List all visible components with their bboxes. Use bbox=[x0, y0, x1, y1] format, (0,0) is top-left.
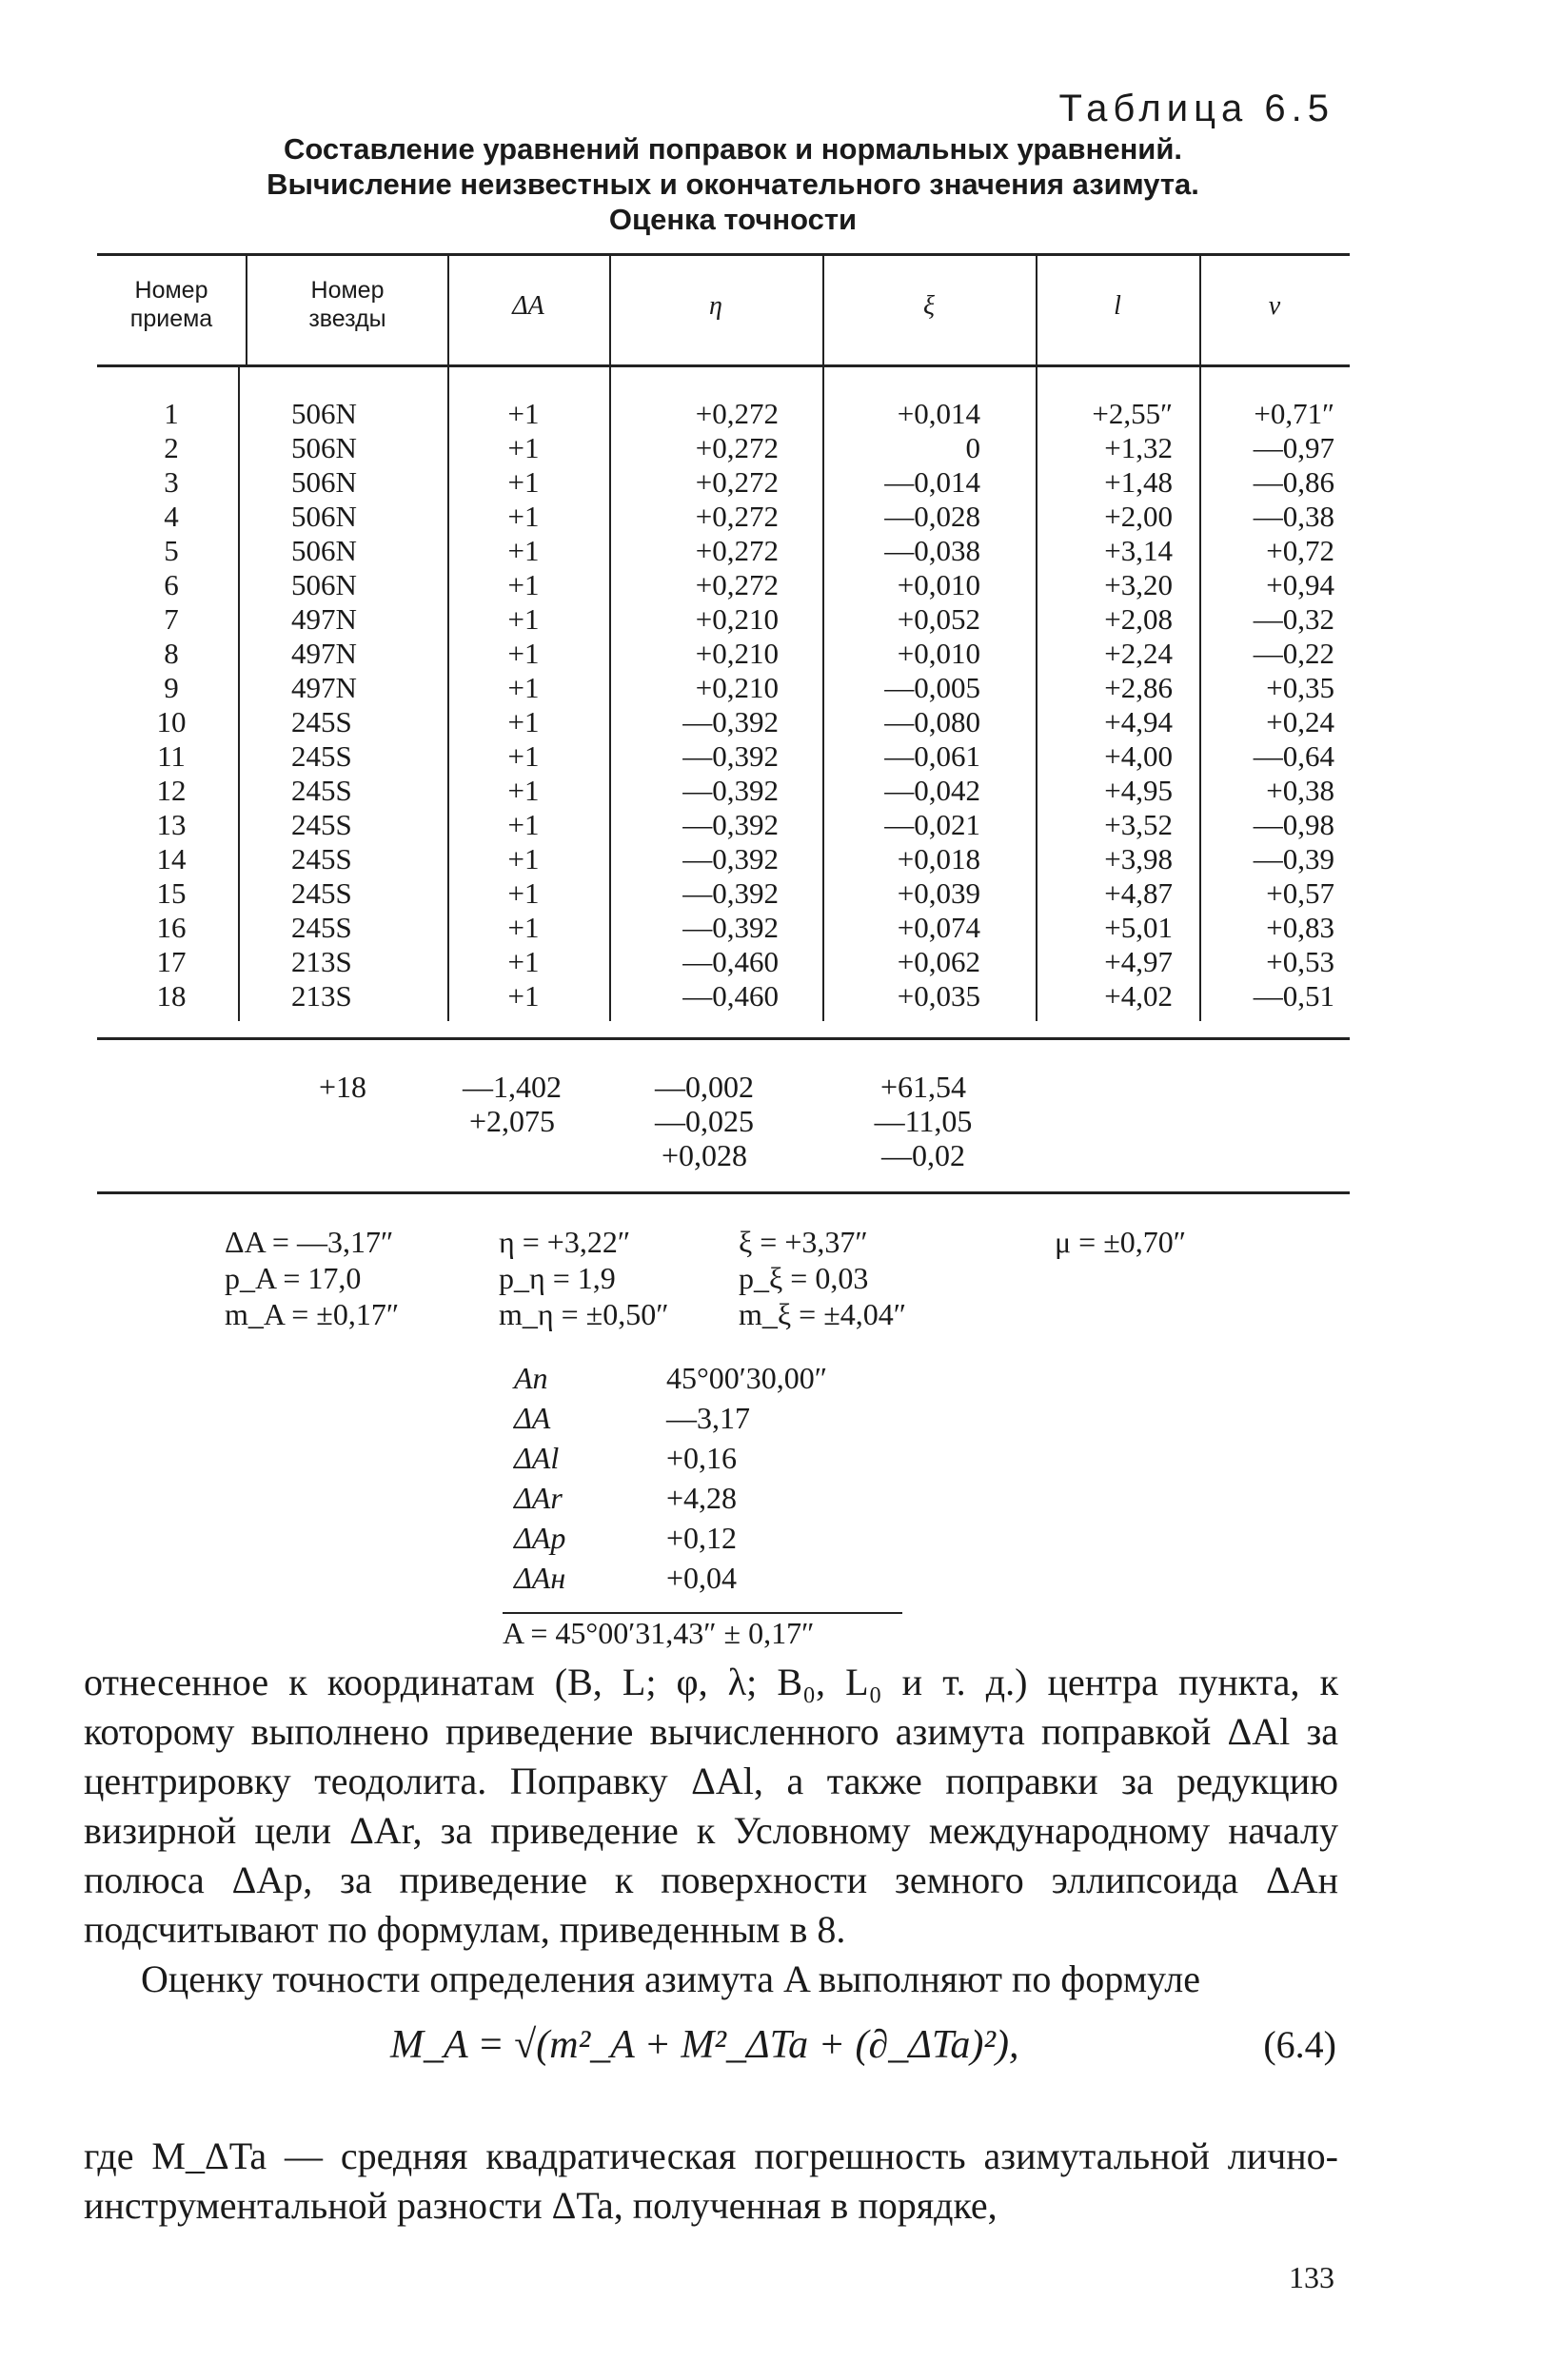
cell-reception: 7 bbox=[164, 602, 179, 636]
cell-l: +4,95 bbox=[1104, 774, 1173, 807]
cell-v: +0,83 bbox=[1266, 911, 1334, 944]
cell-reception: 18 bbox=[156, 979, 187, 1013]
cell-v: +0,71″ bbox=[1254, 397, 1334, 430]
cell-dA: +1 bbox=[507, 637, 540, 670]
cell-l: +2,86 bbox=[1104, 671, 1173, 704]
header-dA: ΔA bbox=[512, 291, 544, 321]
sum-value: +61,54 bbox=[879, 1070, 967, 1104]
sum-eta bbox=[445, 1070, 579, 1138]
sum-value: —1,402 bbox=[463, 1070, 562, 1104]
cell-dA: +1 bbox=[507, 465, 540, 499]
cell-xi: +0,014 bbox=[897, 397, 980, 430]
cell-xi: +0,062 bbox=[897, 945, 980, 978]
cell-xi: +0,074 bbox=[897, 911, 980, 944]
azimuth-value: +4,28 bbox=[666, 1481, 738, 1515]
cell-xi: +0,039 bbox=[897, 876, 980, 910]
cell-eta: +0,210 bbox=[695, 671, 779, 704]
cell-xi: +0,018 bbox=[897, 842, 980, 875]
stat-line: p_η = 1,9 bbox=[499, 1261, 616, 1295]
header-star: Номер звезды bbox=[308, 277, 386, 332]
cell-star: 497N bbox=[291, 637, 357, 670]
cell-eta: +0,272 bbox=[695, 534, 779, 567]
cell-l: +3,52 bbox=[1104, 808, 1173, 841]
cell-reception: 4 bbox=[164, 500, 179, 533]
cell-eta: —0,392 bbox=[682, 739, 779, 773]
column-l bbox=[1045, 397, 1173, 1013]
header-l: l bbox=[1114, 291, 1121, 321]
col-divider bbox=[609, 366, 611, 1021]
cell-star: 245S bbox=[291, 774, 352, 807]
cell-v: —0,22 bbox=[1253, 637, 1334, 670]
cell-reception: 17 bbox=[156, 945, 187, 978]
cell-eta: —0,460 bbox=[682, 945, 779, 978]
header-v: v bbox=[1268, 291, 1281, 321]
cell-reception: 2 bbox=[164, 431, 179, 464]
stat-line: ΔA = —3,17″ bbox=[225, 1225, 394, 1259]
cell-eta: —0,392 bbox=[682, 705, 779, 738]
cell-l: +3,20 bbox=[1104, 568, 1173, 601]
formula-6-4: M_A = √(m²_A + M²_ΔTa + (∂_ΔTa)²), bbox=[390, 2023, 1019, 2067]
cell-xi: —0,042 bbox=[884, 774, 980, 807]
cell-eta: +0,210 bbox=[695, 602, 779, 636]
header-eta: η bbox=[709, 291, 722, 321]
cell-l: +4,87 bbox=[1104, 876, 1173, 910]
body-text-continued bbox=[84, 2094, 1338, 2269]
cell-reception: 12 bbox=[156, 774, 187, 807]
table-body-rule bbox=[97, 1037, 1350, 1040]
stat-line: η = +3,22″ bbox=[499, 1225, 631, 1259]
cell-dA: +1 bbox=[507, 876, 540, 910]
cell-dA: +1 bbox=[507, 945, 540, 978]
paragraph: отнесенное к координатам (B, L; φ, λ; B₀, L₀ и т. д.) центра пункта, к которому выполнено приведение вычисленного азимута поправкой ΔAl за центрировку теодолита. Поправку ΔAl, а также поправки за редукцию визирной цели ΔAr, за приведение к Условному международному началу полюса ΔAp, за приведение к поверхности земного эллипсоида ΔAн подсчитывают по формулам, приведенным в 8. bbox=[84, 1661, 1338, 1951]
cell-dA: +1 bbox=[507, 911, 540, 944]
cell-star: 506N bbox=[291, 465, 357, 499]
cell-eta: —0,392 bbox=[682, 808, 779, 841]
azimuth-sum-rule bbox=[503, 1612, 902, 1614]
cell-v: +0,53 bbox=[1266, 945, 1334, 978]
cell-star: 245S bbox=[291, 876, 352, 910]
cell-reception: 10 bbox=[156, 705, 187, 738]
cell-eta: +0,272 bbox=[695, 568, 779, 601]
cell-v: +0,38 bbox=[1266, 774, 1334, 807]
formula-number: (6.4) bbox=[1263, 2023, 1336, 2066]
table-label: Таблица 6.5 bbox=[1058, 88, 1334, 129]
cell-eta: +0,272 bbox=[695, 431, 779, 464]
cell-xi: +0,035 bbox=[897, 979, 980, 1013]
cell-reception: 16 bbox=[156, 911, 187, 944]
table-bottom-rule bbox=[97, 1191, 1350, 1194]
stat-line: μ = ±0,70″ bbox=[1055, 1225, 1187, 1259]
cell-l: +2,24 bbox=[1104, 637, 1173, 670]
azimuth-term: Aп bbox=[514, 1361, 548, 1395]
caption-line: Вычисление неизвестных и окончательного значения азимута. bbox=[267, 167, 1199, 201]
column-star bbox=[291, 397, 405, 1013]
cell-v: +0,94 bbox=[1266, 568, 1334, 601]
cell-eta: +0,272 bbox=[695, 397, 779, 430]
cell-dA: +1 bbox=[507, 671, 540, 704]
cell-xi: —0,061 bbox=[884, 739, 980, 773]
stat-line: m_η = ±0,50″ bbox=[499, 1297, 669, 1331]
column-v bbox=[1201, 397, 1334, 1013]
stats-xi bbox=[739, 1225, 906, 1333]
cell-star: 245S bbox=[291, 911, 352, 944]
cell-xi: —0,028 bbox=[884, 500, 980, 533]
cell-v: +0,72 bbox=[1266, 534, 1334, 567]
cell-star: 245S bbox=[291, 739, 352, 773]
cell-xi: +0,010 bbox=[897, 568, 980, 601]
header-reception: Номер приема bbox=[129, 277, 213, 332]
cell-xi: —0,080 bbox=[884, 705, 980, 738]
cell-star: 213S bbox=[291, 945, 352, 978]
cell-l: +1,48 bbox=[1104, 465, 1173, 499]
cell-l: +4,02 bbox=[1104, 979, 1173, 1013]
cell-l: +3,98 bbox=[1104, 842, 1173, 875]
cell-v: +0,57 bbox=[1266, 876, 1334, 910]
stat-line: p_A = 17,0 bbox=[225, 1261, 362, 1295]
caption-line: Оценка точности bbox=[608, 203, 858, 236]
sum-value: +2,075 bbox=[468, 1104, 556, 1138]
cell-v: —0,32 bbox=[1253, 602, 1334, 636]
cell-v: —0,38 bbox=[1253, 500, 1334, 533]
cell-reception: 5 bbox=[164, 534, 179, 567]
azimuth-value: +0,12 bbox=[666, 1521, 738, 1555]
azimuth-value: —3,17 bbox=[666, 1401, 750, 1435]
cell-xi: —0,038 bbox=[884, 534, 980, 567]
sum-value: —11,05 bbox=[874, 1104, 973, 1138]
col-divider bbox=[822, 366, 824, 1021]
cell-v: —0,64 bbox=[1253, 739, 1334, 773]
cell-l: +4,94 bbox=[1104, 705, 1173, 738]
cell-dA: +1 bbox=[507, 774, 540, 807]
cell-reception: 14 bbox=[156, 842, 187, 875]
cell-star: 213S bbox=[291, 979, 352, 1013]
col-divider bbox=[447, 366, 449, 1021]
cell-star: 497N bbox=[291, 671, 357, 704]
cell-dA: +1 bbox=[507, 705, 540, 738]
cell-dA: +1 bbox=[507, 431, 540, 464]
cell-eta: —0,392 bbox=[682, 911, 779, 944]
cell-l: +2,55″ bbox=[1092, 397, 1173, 430]
cell-xi: +0,052 bbox=[897, 602, 980, 636]
cell-l: +1,32 bbox=[1104, 431, 1173, 464]
sum-value: +18 bbox=[318, 1070, 367, 1104]
table-top-rule bbox=[97, 253, 1350, 256]
cell-v: —0,39 bbox=[1253, 842, 1334, 875]
azimuth-final: A = 45°00′31,43″ ± 0,17″ bbox=[503, 1616, 815, 1650]
header-xi: ξ bbox=[923, 291, 935, 321]
page-number: 133 bbox=[1289, 2260, 1334, 2294]
stat-line: ξ = +3,37″ bbox=[739, 1225, 868, 1259]
sum-value: —0,025 bbox=[655, 1104, 754, 1138]
cell-reception: 1 bbox=[164, 397, 179, 430]
paragraph: Оценку точности определения азимута A выполняют по формуле bbox=[141, 1957, 1200, 2000]
cell-star: 506N bbox=[291, 431, 357, 464]
cell-eta: +0,272 bbox=[695, 465, 779, 499]
stats-mu bbox=[1055, 1225, 1186, 1261]
cell-dA: +1 bbox=[507, 842, 540, 875]
cell-eta: +0,210 bbox=[695, 637, 779, 670]
column-eta bbox=[628, 397, 779, 1013]
cell-eta: —0,392 bbox=[682, 842, 779, 875]
cell-reception: 15 bbox=[156, 876, 187, 910]
cell-star: 506N bbox=[291, 397, 357, 430]
cell-xi: —0,014 bbox=[884, 465, 980, 499]
cell-reception: 6 bbox=[164, 568, 179, 601]
cell-dA: +1 bbox=[507, 602, 540, 636]
cell-dA: +1 bbox=[507, 397, 540, 430]
azimuth-value: +0,16 bbox=[666, 1441, 738, 1475]
cell-eta: —0,392 bbox=[682, 876, 779, 910]
cell-dA: +1 bbox=[507, 979, 540, 1013]
cell-dA: +1 bbox=[507, 568, 540, 601]
cell-reception: 13 bbox=[156, 808, 187, 841]
cell-dA: +1 bbox=[507, 739, 540, 773]
cell-xi: —0,005 bbox=[884, 671, 980, 704]
stats-eta bbox=[499, 1225, 669, 1333]
sum-value: +0,028 bbox=[661, 1138, 748, 1172]
cell-star: 497N bbox=[291, 602, 357, 636]
stat-line: m_ξ = ±4,04″ bbox=[739, 1297, 907, 1331]
paragraph: где M_ΔTa — средняя квадратическая погрешность азимутальной лично-инструментальной разности ΔTa, полученная в порядке, bbox=[84, 2134, 1338, 2227]
cell-v: —0,51 bbox=[1253, 979, 1334, 1013]
stat-line: m_A = ±0,17″ bbox=[225, 1297, 400, 1331]
cell-v: —0,97 bbox=[1253, 431, 1334, 464]
cell-v: +0,35 bbox=[1266, 671, 1334, 704]
cell-dA: +1 bbox=[507, 808, 540, 841]
cell-eta: +0,272 bbox=[695, 500, 779, 533]
cell-xi: 0 bbox=[965, 431, 980, 464]
cell-l: +2,08 bbox=[1104, 602, 1173, 636]
cell-l: +4,97 bbox=[1104, 945, 1173, 978]
azimuth-term: ΔAp bbox=[514, 1521, 566, 1555]
cell-star: 245S bbox=[291, 808, 352, 841]
column-dA bbox=[485, 397, 562, 1013]
cell-star: 506N bbox=[291, 500, 357, 533]
cell-reception: 11 bbox=[157, 739, 186, 773]
sum-value: —0,02 bbox=[881, 1138, 965, 1172]
azimuth-term: ΔAr bbox=[514, 1481, 563, 1515]
cell-dA: +1 bbox=[507, 534, 540, 567]
cell-l: +5,01 bbox=[1104, 911, 1173, 944]
azimuth-term: ΔAl bbox=[514, 1441, 560, 1475]
cell-l: +2,00 bbox=[1104, 500, 1173, 533]
cell-v: —0,98 bbox=[1253, 808, 1334, 841]
caption-line: Составление уравнений поправок и нормальных уравнений. bbox=[283, 132, 1183, 166]
table-caption bbox=[190, 131, 1275, 237]
azimuth-term: ΔAн bbox=[514, 1561, 566, 1595]
cell-l: +3,14 bbox=[1104, 534, 1173, 567]
sum-value: —0,002 bbox=[655, 1070, 754, 1104]
azimuth-term: ΔA bbox=[514, 1401, 551, 1435]
cell-reception: 9 bbox=[164, 671, 179, 704]
sum-l bbox=[857, 1070, 990, 1172]
azimuth-value: +0,04 bbox=[666, 1561, 738, 1595]
col-divider bbox=[238, 366, 240, 1021]
cell-eta: —0,460 bbox=[682, 979, 779, 1013]
cell-star: 245S bbox=[291, 842, 352, 875]
cell-star: 506N bbox=[291, 568, 357, 601]
stat-line: p_ξ = 0,03 bbox=[739, 1261, 869, 1295]
cell-eta: —0,392 bbox=[682, 774, 779, 807]
cell-v: +0,24 bbox=[1266, 705, 1334, 738]
stats-A bbox=[225, 1225, 399, 1333]
cell-xi: +0,010 bbox=[897, 637, 980, 670]
column-reception bbox=[133, 397, 209, 1013]
cell-v: —0,86 bbox=[1253, 465, 1334, 499]
cell-star: 245S bbox=[291, 705, 352, 738]
sum-dA bbox=[286, 1070, 400, 1104]
body-text bbox=[84, 1658, 1338, 2004]
cell-l: +4,00 bbox=[1104, 739, 1173, 773]
cell-reception: 8 bbox=[164, 637, 179, 670]
cell-reception: 3 bbox=[164, 465, 179, 499]
col-divider bbox=[1036, 366, 1037, 1021]
col-divider bbox=[246, 253, 247, 364]
sum-xi bbox=[638, 1070, 771, 1172]
cell-dA: +1 bbox=[507, 500, 540, 533]
column-xi bbox=[838, 397, 980, 1013]
table-header-rule bbox=[97, 364, 1350, 367]
cell-star: 506N bbox=[291, 534, 357, 567]
cell-xi: —0,021 bbox=[884, 808, 980, 841]
azimuth-value: 45°00′30,00″ bbox=[666, 1361, 828, 1395]
